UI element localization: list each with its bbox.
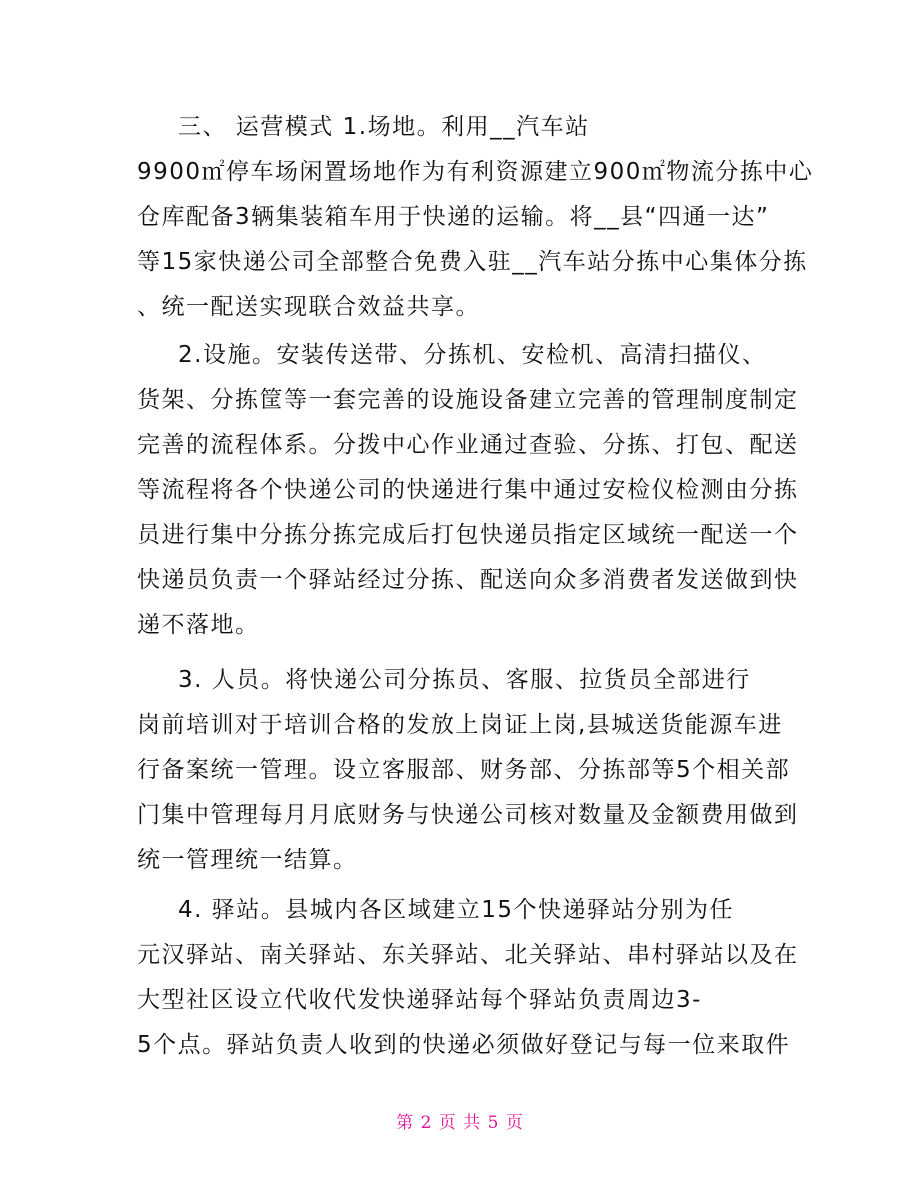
text-line: 2.设施。安装传送带、分拣机、安检机、高清扫描仪、	[178, 342, 767, 368]
text-line: 快递员负责一个驿站经过分拣、配送向众多消费者发送做到快	[137, 567, 799, 593]
text-line: 5个点。驿站负责人收到的快递必须做好登记与每一位来取件	[137, 1032, 791, 1058]
text-line: 3. 人员。将快递公司分拣员、客服、拉货员全部进行	[178, 667, 751, 693]
text-line: 、统一配送实现联合效益共享。	[137, 294, 480, 320]
text-line: 元汉驿站、南关驿站、东关驿站、北关驿站、串村驿站以及在	[137, 942, 799, 968]
text-line: 等流程将各个快递公司的快递进行集中通过安检仪检测由分拣	[137, 477, 799, 503]
text-line: 统一管理统一结算。	[137, 847, 358, 873]
text-line: 三、 运营模式 1.场地。利用__汽车站	[178, 114, 590, 140]
text-line: 门集中管理每月月底财务与快递公司核对数量及金额费用做到	[137, 802, 799, 828]
text-line: 递不落地。	[137, 612, 260, 638]
text-line: 4. 驿站。县城内各区域建立15个快递驿站分别为任	[178, 897, 735, 923]
text-line: 员进行集中分拣分拣完成后打包快递员指定区域统一配送一个	[137, 522, 799, 548]
text-line: 完善的流程体系。分拨中心作业通过查验、分拣、打包、配送	[137, 432, 799, 458]
text-line: 仓库配备3辆集装箱车用于快递的运输。将__县“四通一达”	[137, 204, 770, 230]
page-footer: 第 2 页 共 5 页	[396, 1113, 524, 1133]
text-line: 大型社区设立代收代发快递驿站每个驿站负责周边3-	[137, 987, 702, 1013]
text-line: 货架、分拣筐等一套完善的设施设备建立完善的管理制度制定	[137, 387, 799, 413]
text-line: 9900㎡停车场闲置场地作为有利资源建立900㎡物流分拣中心	[137, 159, 814, 185]
text-line: 行备案统一管理。设立客服部、财务部、分拣部等5个相关部	[137, 757, 791, 783]
text-line: 等15家快递公司全部整合免费入驻__汽车站分拣中心集体分拣	[137, 249, 808, 275]
text-line: 岗前培训对于培训合格的发放上岗证上岗,县城送货能源车进	[137, 712, 783, 738]
